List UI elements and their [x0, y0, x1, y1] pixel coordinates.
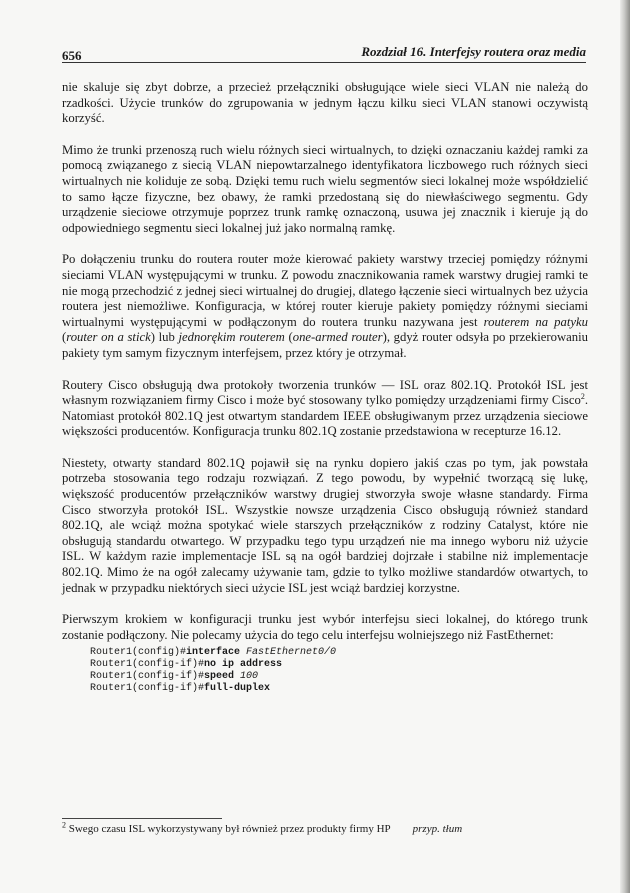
code-command: no ip address — [204, 659, 283, 671]
term-router-on-a-stick: router on a stick — [66, 330, 151, 345]
paragraph-1: nie skaluje się zbyt dobrze, a przecież przełączniki obsługujące wiele sieci VLAN nie należą do rzadkości. Użycie trunków do zgrupowania w jednym łączu kilku sieci VLAN stanowi oczywistą korzyść. — [62, 80, 588, 126]
code-prompt: Router1(config-if)# — [90, 659, 205, 671]
header-rule — [62, 62, 586, 63]
code-line — [90, 647, 588, 659]
code-prompt: Router1(config)# — [90, 647, 187, 659]
code-command: interface — [186, 647, 247, 659]
code-command: full-duplex — [204, 683, 271, 695]
page-number: 656 — [62, 48, 82, 63]
code-argument: 100 — [240, 671, 259, 683]
paragraph-4 — [62, 378, 588, 440]
code-command: speed — [204, 671, 241, 683]
term-jednoreki-router: jednorękim routerem — [178, 330, 285, 345]
page-binding-edge — [620, 0, 630, 893]
paragraph-3 — [62, 252, 588, 361]
chapter-title: Rozdział 16. Interfejsy routera oraz media — [361, 44, 586, 59]
paragraph-3-text-b: ( — [62, 330, 67, 345]
paragraph-5: Niestety, otwarty standard 802.1Q pojawił się na rynku dopiero jakiś czas po tym, jak powstała potrzeba stosowania tego rodzaju rozwiązań. Z tego powodu, by wypełnić tworzącą się lukę, większość producentów przełączników warstwy drugiej stworzyła swoje własne standardy. Firma Cisco stworzyła protokół ISL. Wszystkie nowsze urządzenia Cisco obsługują również standard 802.1Q, ale wciąż można spotykać wiele starszych przełączników z rodziny Catalyst, które nie obsługują standardu otwartego. W przypadku tego typu urządzeń nie ma innego wyboru niż użycie ISL. W każdym razie implementacje ISL są na ogół bardziej dojrzałe i stabilne niż implementacje 802.1Q. Mimo że na ogół zalecamy używanie tam, gdzie to tylko możliwe standardów otwartych, to jednak w przypadku niektórych sieci użycie ISL jest wciąż bardziej korzystne. — [62, 455, 588, 595]
footnote-ref: 2 — [580, 391, 585, 401]
code-line — [90, 671, 588, 683]
footnote-rule — [62, 818, 222, 819]
code-line — [90, 683, 588, 695]
term-one-armed-router: one-armed router — [292, 330, 383, 345]
paragraph-3-text-c: ) lub — [150, 330, 179, 345]
footnote-credit: przyp. tłum — [412, 823, 463, 835]
paragraph-2: Mimo że trunki przenoszą ruch wielu różnych sieci wirtualnych, to dzięki oznaczaniu każdej ramki za pomocą związanego z siecią VLAN niepowtarzalnego identyfikatora liczbowego ruch różnych sieci wirtualnych nie koliduje ze sobą. Dzięki temu ruch wielu segmentów sieci lokalnej może współdzielić to samo łącze fizyczne, bez obawy, że ramki przedostaną się do niewłaściwego segmentu. Gdy urządzenie sieciowe otrzymuje poprzez trunk ramkę oznaczoną, usuwa jej znacznik i kieruje ją do odpowiedniego segmentu sieci lokalnej już jako normalną ramkę. — [62, 142, 588, 235]
paragraph-6: Pierwszym krokiem w konfiguracji trunku jest wybór interfejsu sieci lokalnej, do którego trunk zostanie podłączony. Nie polecamy użycia do tego celu interfejsu wolniejszego niż FastEthernet: — [62, 612, 588, 642]
paragraph-4-text-a: Routery Cisco obsługują dwa protokoły tworzenia trunków — ISL oraz 802.1Q. Protokół ISL jest własnym rozwiązaniem firmy Cisco i może być stosowany tylko pomiędzy urządzeniami firmy Cisco — [62, 377, 588, 408]
code-argument: FastEthernet0/0 — [246, 647, 337, 659]
footnote-number: 2 — [62, 820, 66, 830]
code-prompt: Router1(config-if)# — [90, 671, 205, 683]
footnote-text: Swego czasu ISL wykorzystywany był również przez produkty firmy HP — [66, 823, 391, 835]
paragraph-4-text-b: . Natomiast protokół 802.1Q jest otwartym standardem IEEE obsługiwanym przez urządzenia sieciowe większości producentów. Konfiguracja trunku 802.1Q zostanie przedstawiona w recepturze 16.12. — [62, 393, 588, 439]
footnote — [62, 822, 588, 836]
paragraph-3-text-e: ), gdyż router odsyła po przekierowaniu pakiety tym samym fizycznym interfejsem, przez który je otrzymał. — [62, 330, 588, 360]
code-prompt: Router1(config-if)# — [90, 683, 205, 695]
paragraph-3-text-a: Po dołączeniu trunku do routera router może kierować pakiety warstwy trzeciej pomiędzy różnymi sieciami VLAN występującymi w trunku. Z powodu znacznikowania ramek warstwy drugiej ramki te nie mogą przechodzić z jednej sieci wirtualnej do drugiej, dlatego łączenie sieci wirtualnych bez użycia routera jest niemożliwe. Konfiguracja, w której router kieruje pakiety pomiędzy różnymi sieciami wirtualnymi występującymi w podłączonym do routera trunku nazywana jest — [62, 252, 588, 329]
body-text — [62, 80, 588, 695]
page-header — [62, 44, 586, 64]
code-line — [90, 659, 588, 671]
paragraph-3-text-d: ( — [284, 330, 293, 345]
code-block — [90, 647, 588, 695]
term-router-na-patyku: routerem na patyku — [483, 314, 589, 329]
